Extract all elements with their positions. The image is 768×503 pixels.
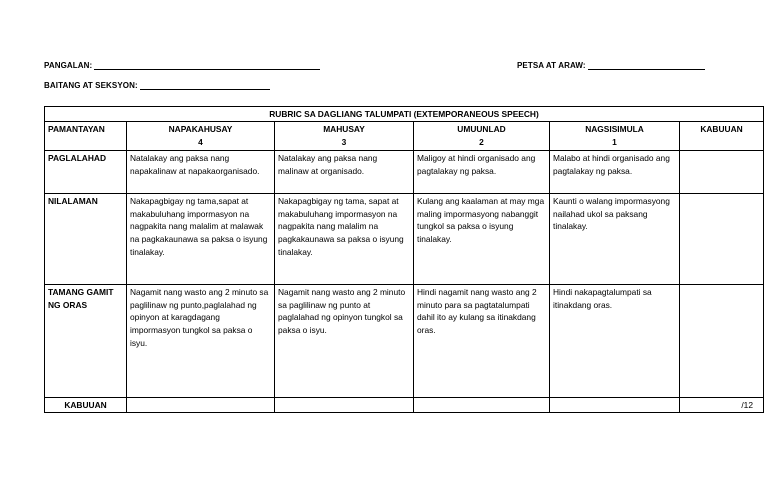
total-cell [127, 398, 275, 413]
level-score: 1 [612, 136, 617, 147]
rubric-cell: Hindi nakapagtalumpati sa itinakdang oras. [550, 285, 680, 398]
section-field [44, 81, 270, 90]
score-cell[interactable] [680, 194, 764, 285]
date-field [517, 61, 705, 70]
name-blank[interactable] [94, 61, 320, 70]
rubric-cell: Maligoy at hindi organisado ang pagtalakay ng paksa. [414, 151, 550, 194]
total-cell [414, 398, 550, 413]
section-label: BAITANG AT SEKSYON: [44, 81, 138, 90]
header-row [45, 122, 764, 151]
rubric-cell: Nakapagbigay ng tama, sapat at makabuluhang impormasyon na nagpakita nang malalim na pagkakaunawa sa paksa o isyung tinalakay. [275, 194, 414, 285]
name-label: PANGALAN: [44, 61, 93, 70]
column-header-level-2 [414, 122, 550, 151]
column-header-level-1 [550, 122, 680, 151]
total-row [45, 398, 764, 413]
section-blank[interactable] [140, 81, 270, 90]
total-score[interactable]: /12 [680, 398, 764, 413]
name-field [44, 61, 320, 70]
rubric-cell: Natalakay ang paksa nang malinaw at organisado. [275, 151, 414, 194]
table-row [45, 151, 764, 194]
score-cell[interactable] [680, 285, 764, 398]
column-header-total: KABUUAN [680, 122, 764, 151]
column-header-criteria: PAMANTAYAN [45, 122, 127, 151]
total-cell [550, 398, 680, 413]
rubric-cell: Hindi nagamit nang wasto ang 2 minuto para sa pagtatalumpati dahil ito ay kulang sa itinakdang oras. [414, 285, 550, 398]
date-label: PETSA AT ARAW: [517, 61, 586, 70]
column-header-level-4 [127, 122, 275, 151]
criterion-cell: TAMANG GAMIT NG ORAS [45, 285, 127, 398]
level-score: 2 [479, 136, 484, 147]
score-cell[interactable] [680, 151, 764, 194]
rubric-cell: Natalakay ang paksa nang napakalinaw at napakaorganisado. [127, 151, 275, 194]
total-label: KABUUAN [45, 398, 127, 413]
level-score: 4 [198, 136, 203, 147]
rubric-cell: Kulang ang kaalaman at may mga maling impormasyong nabanggit tungkol sa paksa o isyung tinalakay. [414, 194, 550, 285]
column-header-level-3 [275, 122, 414, 151]
criterion-cell: NILALAMAN [45, 194, 127, 285]
level-label: MAHUSAY [323, 124, 365, 134]
rubric-cell: Kaunti o walang impormasyong nailahad ukol sa paksang tinalakay. [550, 194, 680, 285]
rubric-title: RUBRIC SA DAGLIANG TALUMPATI (EXTEMPORANEOUS SPEECH) [45, 107, 764, 122]
rubric-cell: Nakapagbigay ng tama,sapat at makabuluhang impormasyon na nagpakita nang malalim at malawak na pagkakaunawa sa paksa o isyung tinalakay. [127, 194, 275, 285]
rubric-title-row [45, 107, 764, 122]
rubric-table [44, 106, 764, 413]
date-blank[interactable] [588, 61, 705, 70]
level-label: NAPAKAHUSAY [168, 124, 233, 134]
level-label: UMUUNLAD [457, 124, 506, 134]
table-row [45, 285, 764, 398]
level-label: NAGSISIMULA [585, 124, 644, 134]
rubric-cell: Malabo at hindi organisado ang pagtalakay ng paksa. [550, 151, 680, 194]
criterion-cell: PAGLALAHAD [45, 151, 127, 194]
table-row [45, 194, 764, 285]
rubric-cell: Nagamit nang wasto ang 2 minuto sa paglilinaw ng punto,paglalahad ng opinyon at karagdagang impormasyon tungkol sa paksa o isyu. [127, 285, 275, 398]
rubric-cell: Nagamit nang wasto ang 2 minuto sa paglilinaw ng punto at paglalahad ng opinyon tungkol sa paksa o isyu. [275, 285, 414, 398]
level-score: 3 [341, 136, 347, 147]
total-cell [275, 398, 414, 413]
